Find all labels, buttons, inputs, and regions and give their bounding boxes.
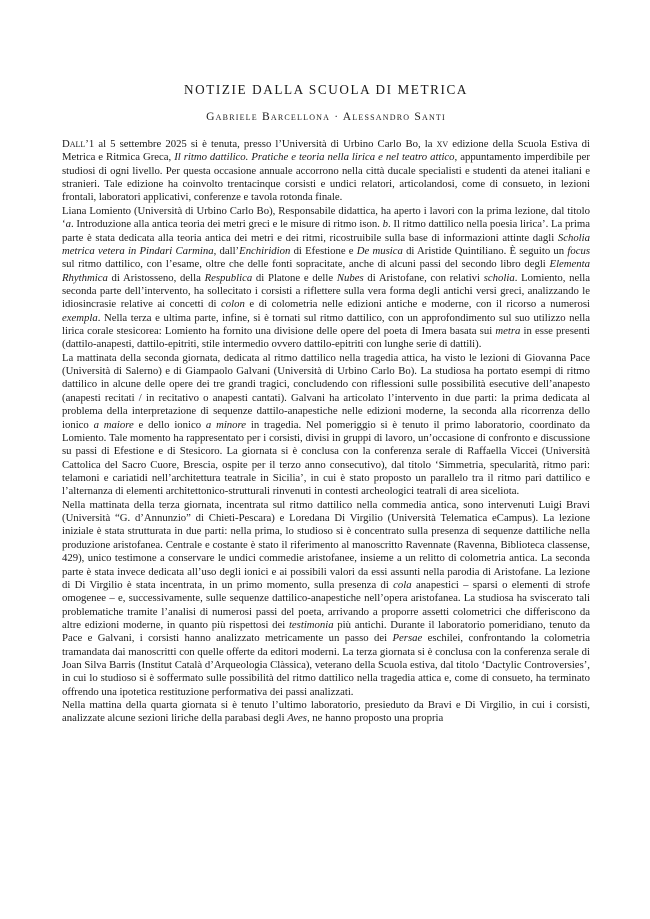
text-run: , appuntamento imperdibile per studiosi di ogni livello. Per questa occasione annuale accorrono nella città ducale specialisti e studenti da atenei italiani e stranieri. Tale edizione ha coinvolto trentacinque corsisti e undici relatori, articolandosi, come di consueto, in lezioni frontali, laboratori applicativi, conferenze e tavola rotonda finale.: [62, 151, 590, 204]
text-run: La mattinata della seconda giornata, dedicata al ritmo dattilico nella tragedia attica, ha visto le lezioni di Giovanna Pace (Università di Salerno) e di Giampaolo Galvani (Università di Urbino Carlo Bo). La studiosa ha portato esempi di ritmo dattilico in alcune delle opere dei tre grandi tragici, concludendo con riflessioni sulle possibilità esecutive dell’anapesto (anapesti recitati / in recitativo o anapesti cantati). Galvani ha articolato l’intervento in due parti: la prima dedicata al problema della interpretazione di sequenze dattilo-anapestiche nelle edizioni moderne, la seconda alla ricorrenza dello ionico: [62, 351, 590, 431]
text-run: in tragedia. Nel pomeriggio si è tenuto il primo laboratorio, coordinato da Lomiento. Tale momento ha rappresentato per i corsisti, divisi in gruppi di lavoro, un’occasione di confronto e discussione su passi di Efestione e di Stesicoro. La giornata si è conclusa con la conferenza serale di Raffaella Viccei (Università Cattolica del Sacro Cuore, Brescia, ospite per il terzo anno consecutivo), dal titolo ‘Simmetria, specularità, ritmo pari: telamoni e cariatidi nell’architettura teatrale in Sicilia’, in cui è stato proposto un parallelo tra il ritmo pari dattilico e l’alternanza di elementi architettonico-strutturali rinvenuti in contesti archeologici teatrali di area siceliota.: [62, 418, 590, 498]
italic-text: testimonia: [288, 618, 334, 631]
italic-text: a maiore: [93, 418, 134, 431]
italic-text: scholia: [483, 271, 515, 284]
italic-text: Nubes: [336, 271, 364, 284]
italic-text: Aves: [287, 712, 307, 725]
paragraph: [62, 699, 590, 726]
article-authors: Gabriele Barcellona · Alessandro Santi: [206, 110, 446, 123]
text-run: . Il ritmo dattilico nella poesia lirica’. La prima parte è stata dedicata alla teoria antica dei metri e dei ritmi, ricostruibile sulla base di informazioni attinte dagli: [62, 218, 590, 244]
paragraph: [62, 499, 590, 699]
text-run: di Efestione e: [290, 244, 357, 257]
italic-text: Scholia metrica vetera in Pindari Carmina: [62, 231, 590, 257]
text-run: eschilei, confrontando la colometria tramandata dai manoscritti con quelle offerte da editori moderni. La terza giornata si è conclusa con la conferenza serale di Joan Silva Barris (Institut Català d’Arqueologia Clàssica), veterano della Scuola estiva, dal titolo ‘Dactylic Controversies’, in cui lo studioso si è soffermato sulle possibilità del ritmo dattilico nella tragedia attica e, come di consueto, ha terminato offrendo una ipotetica restituzione performativa dei passi analizzati.: [62, 632, 590, 698]
text-run: di Aristide Quintiliano. È seguito un: [402, 244, 568, 257]
text-run: e dello ionico: [133, 418, 206, 431]
text-run: sul ritmo dattilico, con l’esame, oltre che delle fonti sopracitate, anche di alcuni passi del secondo libro degli: [62, 258, 550, 271]
text-run: Nella mattinata della terza giornata, incentrata sul ritmo dattilico nella commedia antica, sono intervenuti Luigi Bravi (Università “G. d’Annunzio” di Chieti-Pescara) e Loredana Di Virgilio (Università Telematica eCampus). La lezione iniziale è stata strutturata in due parti: nella prima, lo studioso si è concentrato sulla presenza di sequenze dattiliche nella produzione aristofanea. Centrale e costante è stato il riferimento al manoscritto Ravennate (Ravenna, Biblioteca classense, 429), unico testimone a conservare le undici commedie aristofanee, insieme a un relitto di colometria antica. La seconda parte è stata invece dedicata all’uso degli ionici e ai possibili valori da essi assunti nella parodia di Aristofane. La lezione di Di Virgilio è stata incentrata, in un primo momento, sulla presenza di: [62, 498, 590, 591]
paragraph: [62, 138, 590, 205]
italic-text: a minore: [205, 418, 247, 431]
text-run: in esse presenti (dattilo-anapesti, dattilo-epitriti, stile intermedio ovvero dattilo-epitriti con lunghe serie di dattili).: [62, 325, 590, 351]
italic-text: Elementa Rhythmica: [62, 258, 590, 284]
text-run: . Lomiento, nella seconda parte dell’intervento, ha sollecitato i corsisti a riflettere sulla vera forma degli antichi versi greci, analizzando le idiosincrasie relative ai concetti di: [62, 271, 591, 311]
italic-text: Respublica: [204, 271, 253, 284]
italic-text: colon: [221, 298, 245, 311]
italic-text: focus: [567, 244, 590, 257]
text-run: , dall’: [213, 244, 240, 257]
text-run: . Introduzione alla antica teoria dei metri greci e le misure di ritmo ison.: [70, 218, 383, 231]
text-run: Liana Lomiento (Università di Urbino Carlo Bo), Responsabile didattica, ha aperto i lavori con la prima lezione, dal titolo ‘: [62, 204, 590, 231]
italic-text: b: [382, 218, 388, 231]
small-caps-text: xv: [436, 138, 449, 150]
text-run: edizione della Scuola Estiva di Metrica e Ritmica Greca,: [62, 138, 591, 164]
italic-text: Il ritmo dattilico. Pratiche e teoria nella lirica e nel teatro attico: [174, 151, 455, 164]
text-run: anapestici – sparsi o elementi di strofe omogenee – e, successivamente, sulle sequenze dattilico-anapestiche nell’opera aristofanea. La studiosa ha sviscerato tali problematiche tramite l’analisi di numerosi passi del poeta, arrivando a proporre assetti colometrici che differiscono da altre edizioni moderne, in quanto più rispettosi dei: [62, 578, 590, 631]
italic-text: De musica: [356, 244, 403, 257]
article-title: NOTIZIE DALLA SCUOLA DI METRICA: [183, 82, 469, 97]
small-caps-text: Dall’1: [62, 138, 95, 150]
italic-text: Enchiridion: [239, 244, 291, 257]
text-run: e di colometria nelle edizioni antiche e moderne, con il ricorso a numerosi: [244, 298, 590, 311]
paragraph: [62, 205, 590, 352]
italic-text: a: [65, 218, 71, 231]
text-run: . Nella terza e ultima parte, infine, si è tornati sul ritmo dattilico, con un approfondimento sul suo utilizzo nella lirica corale stesicorea: Lomiento ha fornito una divisione delle opere del poeta di Imera basata sui: [62, 311, 590, 338]
text-run: di Platone e delle: [252, 271, 337, 284]
italic-text: Persae: [392, 632, 423, 645]
italic-text: metra: [495, 325, 521, 338]
italic-text: exempla: [62, 311, 98, 324]
text-run: al 5 settembre 2025 si è tenuta, presso l’Università di Urbino Carlo Bo, la: [94, 138, 437, 150]
text-run: di Aristosseno, della: [107, 271, 205, 284]
text-run: Nella mattina della quarta giornata si è tenuto l’ultimo laboratorio, presieduto da Bravi e Di Virgilio, in cui i corsisti, analizzate alcune sezioni liriche della parabasi degli: [62, 699, 590, 725]
article-body: [62, 138, 590, 726]
text-run: , ne hanno proposto una propria: [306, 712, 444, 725]
text-run: più antichi. Durante il laboratorio pomeridiano, tenuto da Pace e Galvani, i corsisti hanno analizzato metricamente un passo dei: [62, 618, 590, 645]
text-run: di Aristofane, con relativi: [363, 271, 484, 284]
italic-text: cola: [393, 578, 412, 591]
paragraph: [62, 352, 590, 499]
